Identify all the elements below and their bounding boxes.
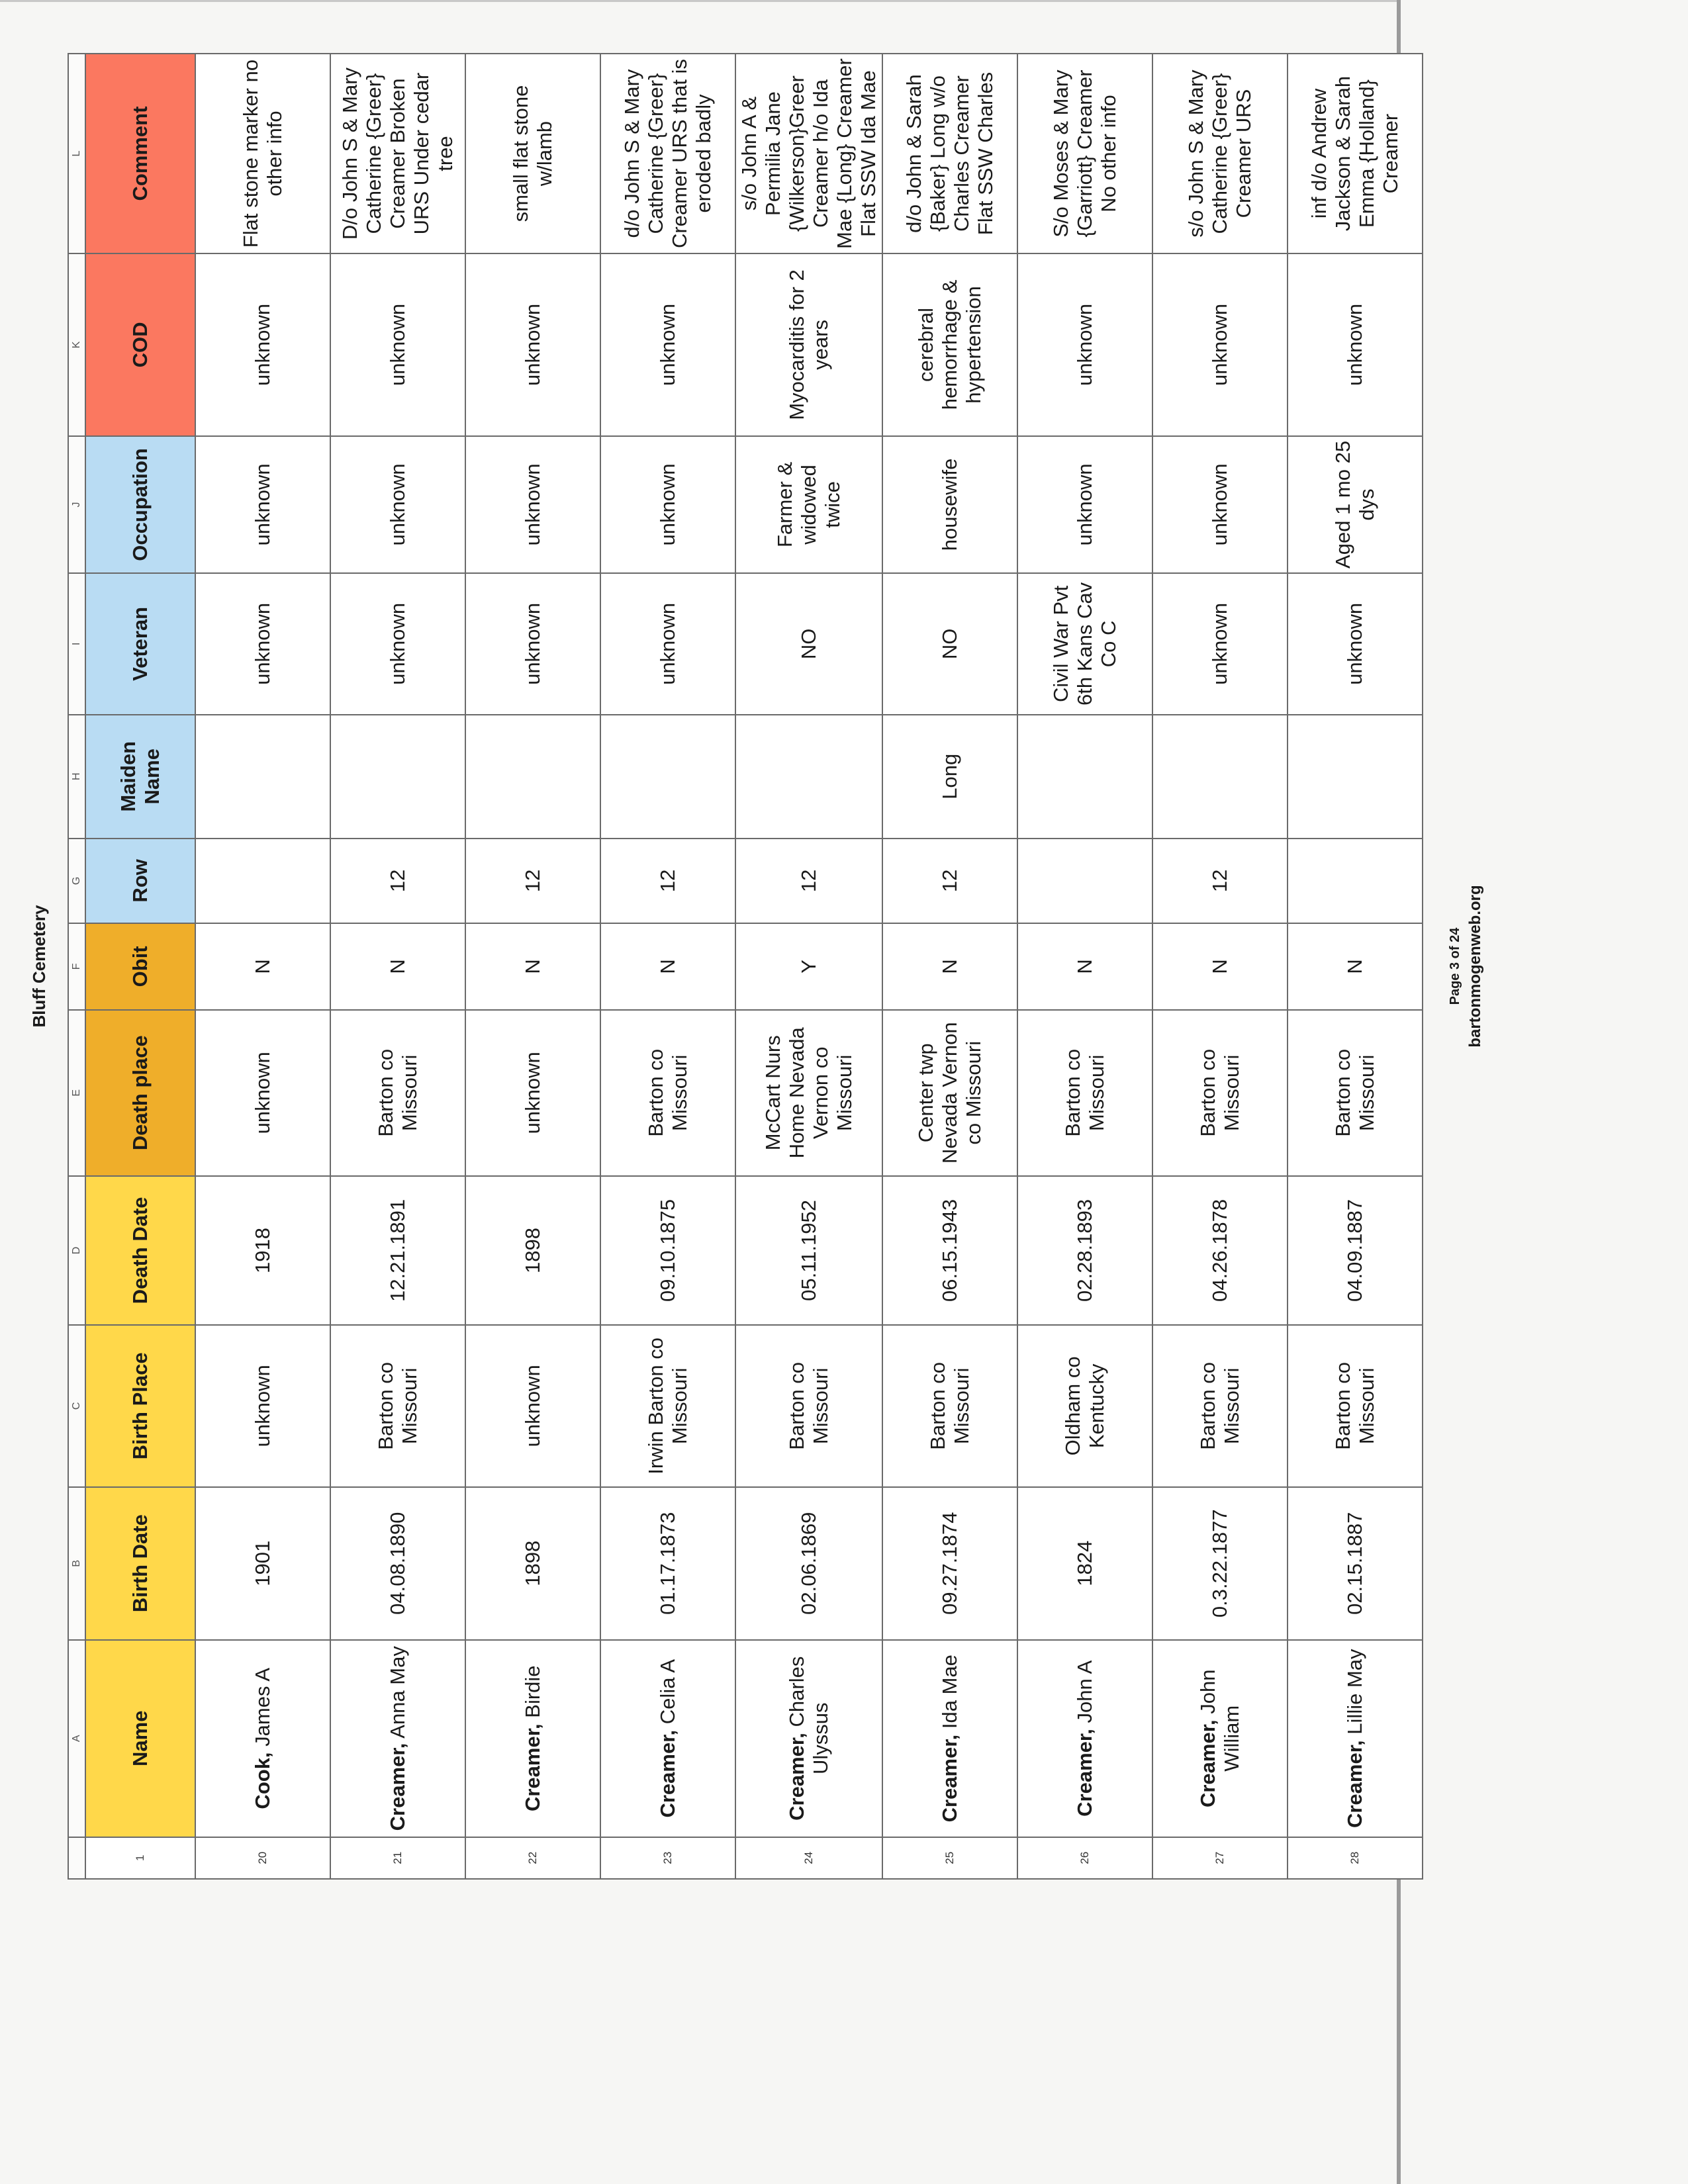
column-letter: K	[68, 253, 85, 436]
obit-cell: N	[330, 923, 465, 1010]
column-letter: B	[68, 1487, 85, 1640]
obit-cell: N	[1152, 923, 1288, 1010]
row-number: 23	[600, 1837, 735, 1879]
column-letter: L	[68, 54, 85, 253]
occupation-cell: unknown	[330, 436, 465, 573]
name-cell	[1017, 1640, 1152, 1837]
sheet-title: Bluff Cemetery	[29, 905, 49, 1028]
column-header: COD	[85, 253, 195, 436]
obit-cell: N	[195, 923, 330, 1010]
cod-cell: unknown	[1152, 253, 1288, 436]
rotated-sheet	[26, 53, 1609, 1880]
veteran-cell: unknown	[465, 573, 600, 715]
column-letter: H	[68, 715, 85, 839]
column-letter: J	[68, 436, 85, 573]
surname: Creamer,	[386, 1743, 409, 1831]
column-letter: D	[68, 1176, 85, 1325]
row-cell	[1288, 839, 1423, 923]
column-letter: F	[68, 923, 85, 1010]
column-header: Birth Place	[85, 1325, 195, 1486]
obit-cell: Y	[735, 923, 882, 1010]
comment-cell: s/o John S & Mary Catherine {Greer} Creamer URS	[1152, 54, 1288, 253]
birth-place-cell: Barton co Missouri	[1288, 1325, 1423, 1486]
column-header: Veteran	[85, 573, 195, 715]
death-place-cell: McCart Nurs Home Nevada Vernon co Missouri	[735, 1010, 882, 1176]
scan-top-edge	[0, 0, 1397, 2]
death-date-cell: 12.21.1891	[330, 1176, 465, 1325]
row-cell: 12	[330, 839, 465, 923]
row-number: 24	[735, 1837, 882, 1879]
table-row	[195, 54, 330, 1879]
name-cell	[735, 1640, 882, 1837]
cod-cell: unknown	[195, 253, 330, 436]
comment-cell: D/o John S & Mary Catherine {Greer} Creamer Broken URS Under cedar tree	[330, 54, 465, 253]
row-cell: 12	[735, 839, 882, 923]
surname: Creamer,	[521, 1723, 544, 1812]
surname: Creamer,	[938, 1734, 961, 1823]
table-row	[1288, 54, 1423, 1879]
row-number: 1	[85, 1837, 195, 1879]
column-header: Row	[85, 839, 195, 923]
row-number: 27	[1152, 1837, 1288, 1879]
given-name: John William	[1196, 1669, 1243, 1772]
death-date-cell: 09.10.1875	[600, 1176, 735, 1325]
header-row	[85, 54, 195, 1879]
obit-cell: N	[600, 923, 735, 1010]
name-cell	[1152, 1640, 1288, 1837]
comment-cell: S/o Moses & Mary {Garriott} Creamer No other info	[1017, 54, 1152, 253]
cod-cell: cerebral hemorrhage & hypertension	[882, 253, 1017, 436]
given-name: James A	[251, 1667, 274, 1752]
given-name: Birdie	[521, 1665, 544, 1724]
birth-date-cell: 0.3.22.1877	[1152, 1487, 1288, 1640]
birth-place-cell: Irwin Barton co Missouri	[600, 1325, 735, 1486]
birth-date-cell: 02.15.1887	[1288, 1487, 1423, 1640]
death-place-cell: Barton co Missouri	[1017, 1010, 1152, 1176]
maiden-cell: Long	[882, 715, 1017, 839]
death-date-cell: 06.15.1943	[882, 1176, 1017, 1325]
column-header: Comment	[85, 54, 195, 253]
birth-date-cell: 02.06.1869	[735, 1487, 882, 1640]
birth-date-cell: 01.17.1873	[600, 1487, 735, 1640]
maiden-cell	[1152, 715, 1288, 839]
row-cell	[1017, 839, 1152, 923]
maiden-cell	[195, 715, 330, 839]
veteran-cell: Civil War Pvt 6th Kans Cav Co C	[1017, 573, 1152, 715]
column-letter-row	[68, 54, 85, 1879]
given-name: Lillie May	[1343, 1649, 1366, 1741]
death-place-cell: Barton co Missouri	[600, 1010, 735, 1176]
veteran-cell: unknown	[600, 573, 735, 715]
table-row	[735, 54, 882, 1879]
table-row	[465, 54, 600, 1879]
column-letter: E	[68, 1010, 85, 1176]
birth-place-cell: Barton co Missouri	[1152, 1325, 1288, 1486]
row-number: 22	[465, 1837, 600, 1879]
maiden-cell	[1288, 715, 1423, 839]
occupation-cell: unknown	[195, 436, 330, 573]
veteran-cell: unknown	[1288, 573, 1423, 715]
birth-place-cell: Oldham co Kentucky	[1017, 1325, 1152, 1486]
veteran-cell: unknown	[1152, 573, 1288, 715]
comment-cell: d/o John & Sarah {Baker} Long w/o Charles Creamer Flat SSW Charles	[882, 54, 1017, 253]
column-header: Death place	[85, 1010, 195, 1176]
name-cell	[195, 1640, 330, 1837]
surname: Creamer,	[1073, 1729, 1096, 1817]
column-header: Name	[85, 1640, 195, 1837]
death-place-cell: Barton co Missouri	[1288, 1010, 1423, 1176]
row-number: 26	[1017, 1837, 1152, 1879]
birth-place-cell: unknown	[465, 1325, 600, 1486]
veteran-cell: unknown	[195, 573, 330, 715]
cod-cell: unknown	[1288, 253, 1423, 436]
obit-cell: N	[1288, 923, 1423, 1010]
site-url: bartonmogenweb.org	[1466, 885, 1484, 1048]
birth-place-cell: Barton co Missouri	[735, 1325, 882, 1486]
occupation-cell: Aged 1 mo 25 dys	[1288, 436, 1423, 573]
column-header: Maiden Name	[85, 715, 195, 839]
cod-cell: Myocarditis for 2 years	[735, 253, 882, 436]
column-header: Birth Date	[85, 1487, 195, 1640]
maiden-cell	[330, 715, 465, 839]
row-number: 28	[1288, 1837, 1423, 1879]
table-row	[1152, 54, 1288, 1879]
death-date-cell: 04.26.1878	[1152, 1176, 1288, 1325]
occupation-cell: Farmer & widowed twice	[735, 436, 882, 573]
death-date-cell: 04.09.1887	[1288, 1176, 1423, 1325]
comment-cell: small flat stone w/lamb	[465, 54, 600, 253]
column-header: Death Date	[85, 1176, 195, 1325]
veteran-cell: NO	[735, 573, 882, 715]
occupation-cell: housewife	[882, 436, 1017, 573]
death-place-cell: Barton co Missouri	[330, 1010, 465, 1176]
name-cell	[600, 1640, 735, 1837]
row-cell: 12	[600, 839, 735, 923]
given-name: Charles Ulyssus	[785, 1656, 832, 1775]
comment-cell: s/o John A & Permilia Jane {Wilkerson}Greer Creamer h/o Ida Mae {Long} Creamer Flat SSW Ida Mae	[735, 54, 882, 253]
occupation-cell: unknown	[1152, 436, 1288, 573]
row-cell	[195, 839, 330, 923]
table-row	[600, 54, 735, 1879]
veteran-cell: unknown	[330, 573, 465, 715]
death-date-cell: 05.11.1952	[735, 1176, 882, 1325]
cemetery-table	[68, 53, 1423, 1880]
page-number: Page 3 of 24	[1448, 927, 1462, 1005]
death-place-cell: unknown	[195, 1010, 330, 1176]
maiden-cell	[735, 715, 882, 839]
occupation-cell: unknown	[600, 436, 735, 573]
death-date-cell: 02.28.1893	[1017, 1176, 1152, 1325]
given-name: Anna May	[386, 1646, 409, 1743]
row-number: 21	[330, 1837, 465, 1879]
column-letter: I	[68, 573, 85, 715]
surname: Cook,	[251, 1752, 274, 1809]
death-date-cell: 1898	[465, 1176, 600, 1325]
birth-date-cell: 1824	[1017, 1487, 1152, 1640]
death-place-cell: Center twp Nevada Vernon co Missouri	[882, 1010, 1017, 1176]
comment-cell: inf d/o Andrew Jackson & Sarah Emma {Holland} Creamer	[1288, 54, 1423, 253]
death-place-cell: Barton co Missouri	[1152, 1010, 1288, 1176]
column-header: Occupation	[85, 436, 195, 573]
row-cell: 12	[882, 839, 1017, 923]
name-cell	[1288, 1640, 1423, 1837]
comment-cell: Flat stone marker no other info	[195, 54, 330, 253]
table-row	[882, 54, 1017, 1879]
given-name: Ida Mae	[938, 1655, 961, 1735]
obit-cell: N	[1017, 923, 1152, 1010]
occupation-cell: unknown	[465, 436, 600, 573]
corner-cell	[68, 1837, 85, 1879]
maiden-cell	[600, 715, 735, 839]
surname: Creamer,	[656, 1729, 679, 1818]
surname: Creamer,	[785, 1733, 808, 1821]
birth-place-cell: Barton co Missouri	[330, 1325, 465, 1486]
cod-cell: unknown	[465, 253, 600, 436]
birth-date-cell: 04.08.1890	[330, 1487, 465, 1640]
column-header: Obit	[85, 923, 195, 1010]
given-name: John A	[1073, 1660, 1096, 1729]
birth-date-cell: 09.27.1874	[882, 1487, 1017, 1640]
birth-place-cell: unknown	[195, 1325, 330, 1486]
table-row	[330, 54, 465, 1879]
veteran-cell: NO	[882, 573, 1017, 715]
cod-cell: unknown	[1017, 253, 1152, 436]
row-number: 25	[882, 1837, 1017, 1879]
name-cell	[882, 1640, 1017, 1837]
maiden-cell	[1017, 715, 1152, 839]
surname: Creamer,	[1196, 1719, 1219, 1808]
surname: Creamer,	[1343, 1740, 1366, 1829]
row-cell: 12	[1152, 839, 1288, 923]
comment-cell: d/o John S & Mary Catherine {Greer} Creamer URS that is eroded badly	[600, 54, 735, 253]
death-place-cell: unknown	[465, 1010, 600, 1176]
death-date-cell: 1918	[195, 1176, 330, 1325]
column-letter: G	[68, 839, 85, 923]
obit-cell: N	[882, 923, 1017, 1010]
name-cell	[465, 1640, 600, 1837]
cod-cell: unknown	[600, 253, 735, 436]
given-name: Celia A	[656, 1659, 679, 1730]
obit-cell: N	[465, 923, 600, 1010]
name-cell	[330, 1640, 465, 1837]
row-cell: 12	[465, 839, 600, 923]
column-letter: A	[68, 1640, 85, 1837]
table-row	[1017, 54, 1152, 1879]
birth-place-cell: Barton co Missouri	[882, 1325, 1017, 1486]
cod-cell: unknown	[330, 253, 465, 436]
maiden-cell	[465, 715, 600, 839]
occupation-cell: unknown	[1017, 436, 1152, 573]
column-letter: C	[68, 1325, 85, 1486]
birth-date-cell: 1901	[195, 1487, 330, 1640]
birth-date-cell: 1898	[465, 1487, 600, 1640]
row-number: 20	[195, 1837, 330, 1879]
